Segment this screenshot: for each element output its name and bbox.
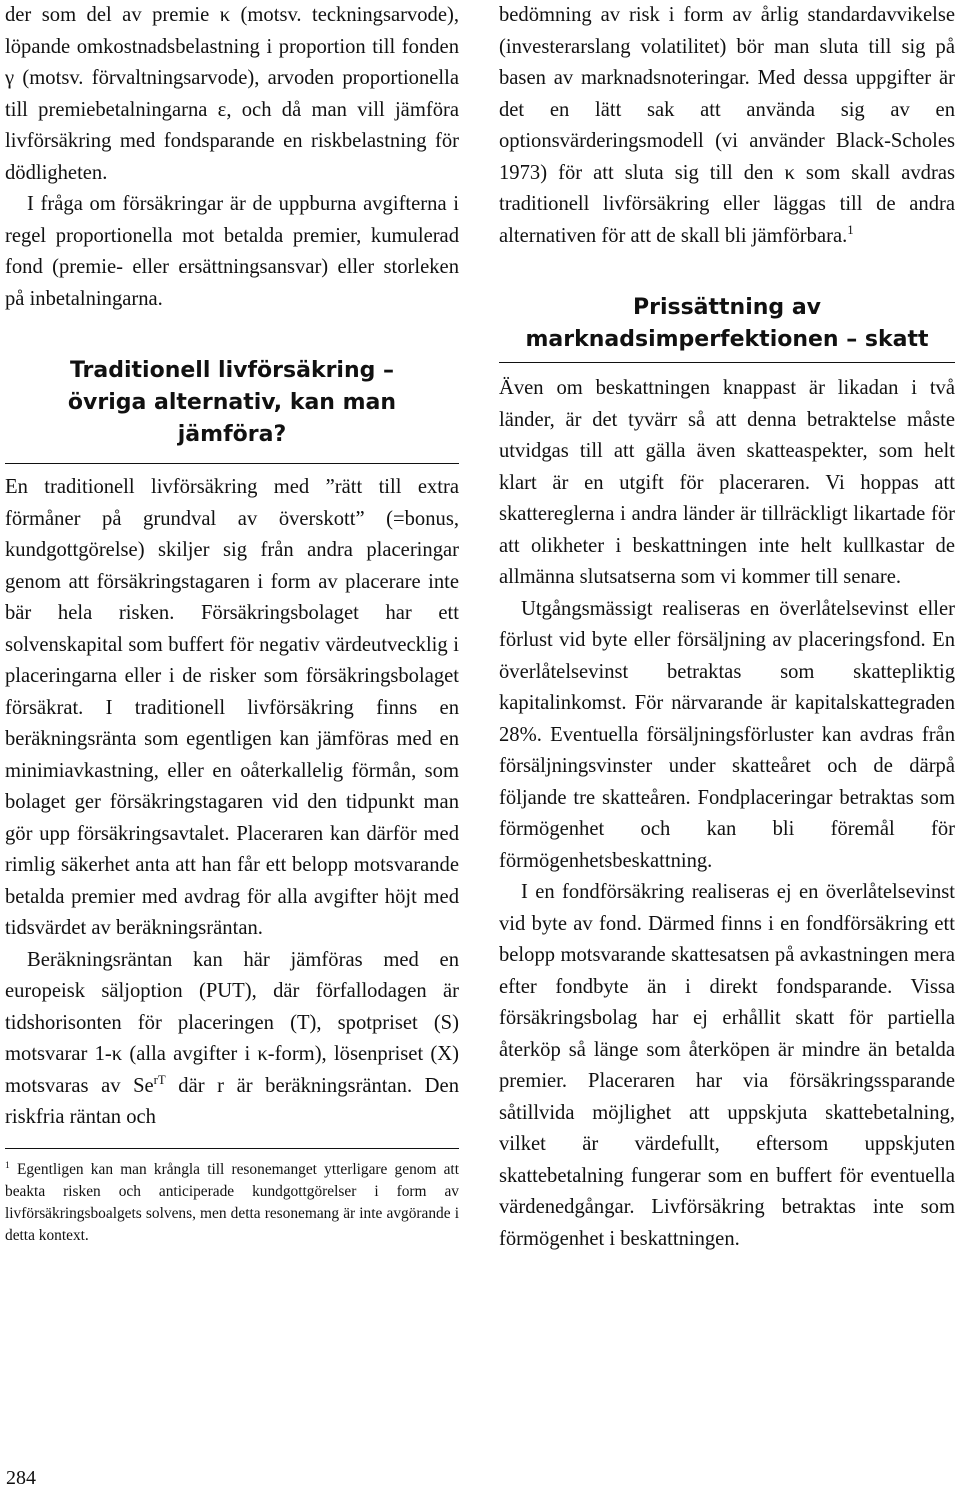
left-paragraph-4-tail: där r är beräkningsräntan. Den riskfria räntan och <box>5 1074 459 1128</box>
footnote-text: Egentligen kan man krångla till resonemanget ytterligare genom att beakta risken och anticiperade kundgottgörelser i form av livförsäkringsboalgets solvens, men detta resonemang är inte avgörande i detta kontext. <box>5 1160 459 1244</box>
left-paragraph-3: En traditionell livförsäkring med ”rätt till extra förmåner på grundval av överskott” (=bonus, kundgottgörelse) skiljer sig från andra placeringar genom att försäkringstagaren i form av placerare inte bär hela risken. Försäkringsbolaget har ett solvenskapital som buffert för negativ värdeutvecklig i placeringarna eller i de risker som försäkringsbolaget försäkrat. I traditionell livförsäkring finns en beräkningsränta som egentligen kan jämföras med en minimiavkastning, eller en oåterkallelig förmån, som bolaget ger försäkringstagaren vid den tidpunkt man gör upp försäkringsavtalet. Placeraren kan därför med rimlig säkerhet anta att han får ett belopp motsvarande betalda premier med avdrag för alla avgifter höjt med tidsvärdet av beräkningsräntan. <box>5 476 459 939</box>
footnote-rule <box>5 1148 459 1149</box>
section-heading-traditionell: Traditionell livförsäkring – övriga alternativ, kan man jämföra? <box>67 358 397 447</box>
left-paragraph-4-text: Beräkningsräntan kan här jämföras med en europeisk säljoption (PUT), där förfallodagen är tidshorisonten för placeringen (T), spotpriset (S) motsvarar 1-κ (alla avgifter i κ-form), lösenpriset (X) motsvaras av Se <box>5 948 459 1097</box>
page-number: 284 <box>6 1467 36 1489</box>
heading-rule <box>499 362 955 363</box>
right-paragraph-4: I en fondförsäkring realiseras ej en överlåtelsevinst vid byte av fond. Därmed finns i en fondförsäkring ett belopp motsvarande skattesatsen på avkastningen mera efter fondbyte än i direkt fondsparande. Vissa försäkringsbolag har ej erhållit skatt för partiella återköp så länge som återköpen är mindre än betalda premier. Placeraren har via försäkringssparande såtillvida möjlighet att uppskjuta skattebetalning, vilket är värdefullt, eftersom uppskjuten skattebetalning fungerar som en buffert för eventuella värdenedgångar. Livförsäkring betraktas inte som förmögenhet i beskattningen. <box>499 881 955 1250</box>
right-paragraph-1 <box>499 0 955 252</box>
left-paragraph-4 <box>5 945 459 1134</box>
right-column <box>499 0 955 1255</box>
right-paragraph-1-text: bedömning av risk i form av årlig standardavvikelse (investerarslang volatilitet) bör man sluta till sig på basen av marknadsnoteringar. Med dessa uppgifter är det en lätt sak att använda sig av en optionsvärderingsmodell (vi använder Black-Scholes 1973) för att sluta sig till den κ som skall avdras traditionell livförsäkring eller läggas till de andra alternativen för att de skall bli jämförbara. <box>499 4 955 247</box>
right-paragraph-2: Även om beskattningen knappast är likadan i två länder, är det tyvärr så att denna betraktelse måste utvidgas till att gälla även skatteaspekter, som helt klart är en utgift för placeraren. Vi hoppas att skattereglerna i andra länder är tillräckligt likartade för att olikheter i beskattningen inte helt kullkastar de allmänna slutsatserna som vi kommer till senare. <box>499 377 955 588</box>
footnote <box>5 1159 459 1247</box>
right-paragraph-3: Utgångsmässigt realiseras en överlåtelsevinst eller förlust vid byte eller försäljning av placeringsfond. En överlåtelsevinst betraktas som skattepliktig kapitalinkomst. För närvarande är kapitalskattegraden 28%. Eventuella försäljningsförluster kan avdras från försäljningsvinster under skatteåret och de därpå följande tre skatteåren. Fondplaceringar betraktas som förmögenhet och kan bli föremål för förmögenhetsbeskattning. <box>499 597 955 872</box>
left-column <box>5 0 459 1247</box>
heading-rule <box>5 463 459 464</box>
footnote-reference: 1 <box>847 222 854 237</box>
left-paragraph-1: der som del av premie κ (motsv. teckningsarvode), löpande omkostnadsbelastning i proportion till fonden γ (motsv. förvaltningsarvode), arvoden proportionella till premiebetalningarna ε, och då man vill jämföra livförsäkring med fondsparande en riskbelastning för dödligheten. <box>5 4 459 184</box>
footnote-mark: 1 <box>5 1159 10 1171</box>
section-heading-prissattning: Prissättning av marknadsimperfektionen – skatt <box>525 295 929 352</box>
exponent-rt: rT <box>153 1072 166 1087</box>
left-paragraph-2: I fråga om försäkringar är de uppburna avgifterna i regel proportionella mot betalda premier, kumulerad fond (premie- eller ersättningsansvar) eller storleken på inbetalningarna. <box>5 193 459 310</box>
